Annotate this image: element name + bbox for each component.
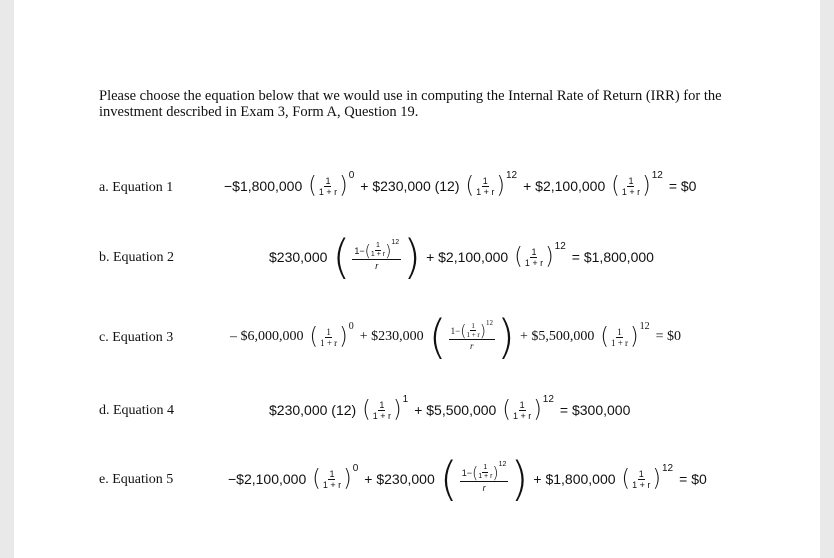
option-c-label[interactable]: c. Equation 3 [99,330,174,345]
exponent: 0 [352,462,359,474]
exponent: 12 [505,169,518,181]
annuity-factor: 1− ( 1 1 + r ) 12 r [450,318,493,351]
discount-factor: ( $\frac{1}{1 + r}$ ) 12 [621,462,674,492]
question-text: Please choose the equation below that we would use in computing the Internal Rate of Return (IRR) for the investment described in Exam 3, Form A, Question 19. [99,88,722,120]
eq3-term-2: + $230,000 [359,329,424,344]
exponent: 12 [651,169,663,181]
discount-factor: ( $\frac{1}{1 + r}$ ) 0 [309,320,354,350]
option-d-label[interactable]: d. Equation 4 [99,403,175,418]
option-b-label[interactable]: b. Equation 2 [99,250,175,265]
option-a-label[interactable]: a. Equation 1 [99,180,174,195]
equation-3: – $6,000,000 ( $\frac{1}{1 + r}$ ) 0 + $230,000 ( 1− ( 1 1 + r ) 12 r ) + $5,500,000 ( $\frac{1}{1 + r}$ ) 12 = $0 [230,310,682,364]
equation-1 [224,166,696,206]
eq2-term-1: $230,000 [269,249,328,265]
eq4-term-1: $230,000 (12) [269,402,357,418]
exponent: 12 [639,320,650,332]
eq1-term-2: + $230,000 (12) [360,178,460,194]
eq1-term-3: + $2,100,000 [523,178,606,194]
exponent: 1 [402,393,409,405]
discount-factor: ( $\frac{1}{1 + r}$ ) 1 [362,393,409,423]
eq5-term-2: + $230,000 [364,471,435,487]
eq3-term-1: – $6,000,000 [230,329,304,344]
eq1-term-1: −$1,800,000 [224,178,303,194]
document-page [14,0,820,558]
equation-4 [269,390,630,430]
annuity-factor: 1− ( 1 1 + r ) 12 r [461,461,507,493]
discount-factor: ( $\frac{1}{1 + r}$ ) 0 [312,462,359,492]
exponent: 12 [542,393,554,405]
exponent: 12 [662,462,674,474]
eq4-term-3: = $300,000 [559,402,631,418]
annuity-factor: 1− ( 1 1 + r ) 12 r [354,239,400,271]
exponent: 0 [348,320,354,332]
eq3-term-4: = $0 [655,329,682,344]
discount-factor: ( $\frac{1}{1 + r}$ ) 12 [514,240,566,270]
eq2-term-3: = $1,800,000 [571,249,654,265]
eq4-term-2: + $5,500,000 [414,402,497,418]
equation-2: $230,000 ( 1− ( 1 1 + r ) 12 r ) + $2,100,000 ( $\frac{1}{1 + r}$ ) 12 = $1,800,000 [269,230,654,284]
option-e-label[interactable]: e. Equation 5 [99,472,174,487]
discount-factor: ( $\frac{1}{1 + r}$ ) 12 [611,169,663,199]
eq5-term-4: = $0 [679,471,707,487]
equation-5: −$2,100,000 ( $\frac{1}{1 + r}$ ) 0 + $230,000 ( 1− ( 1 1 + r ) 12 r ) + $1,800,000 ( $\frac{1}{1 + r}$ ) 12 = $0 [228,452,707,506]
discount-factor: ( $\frac{1}{1 + r}$ ) 12 [465,169,518,199]
exponent: 12 [554,240,566,252]
eq3-term-3: + $5,500,000 [519,329,595,344]
discount-factor: ( $\frac{1}{1 + r}$ ) 0 [308,169,355,199]
exponent: 0 [348,169,355,181]
eq1-term-4: = $0 [668,178,697,194]
discount-factor: ( $\frac{1}{1 + r}$ ) 12 [600,320,650,350]
eq5-term-1: −$2,100,000 [228,471,307,487]
eq2-term-2: + $2,100,000 [426,249,509,265]
discount-factor: ( $\frac{1}{1 + r}$ ) 12 [502,393,554,423]
eq5-term-3: + $1,800,000 [533,471,616,487]
